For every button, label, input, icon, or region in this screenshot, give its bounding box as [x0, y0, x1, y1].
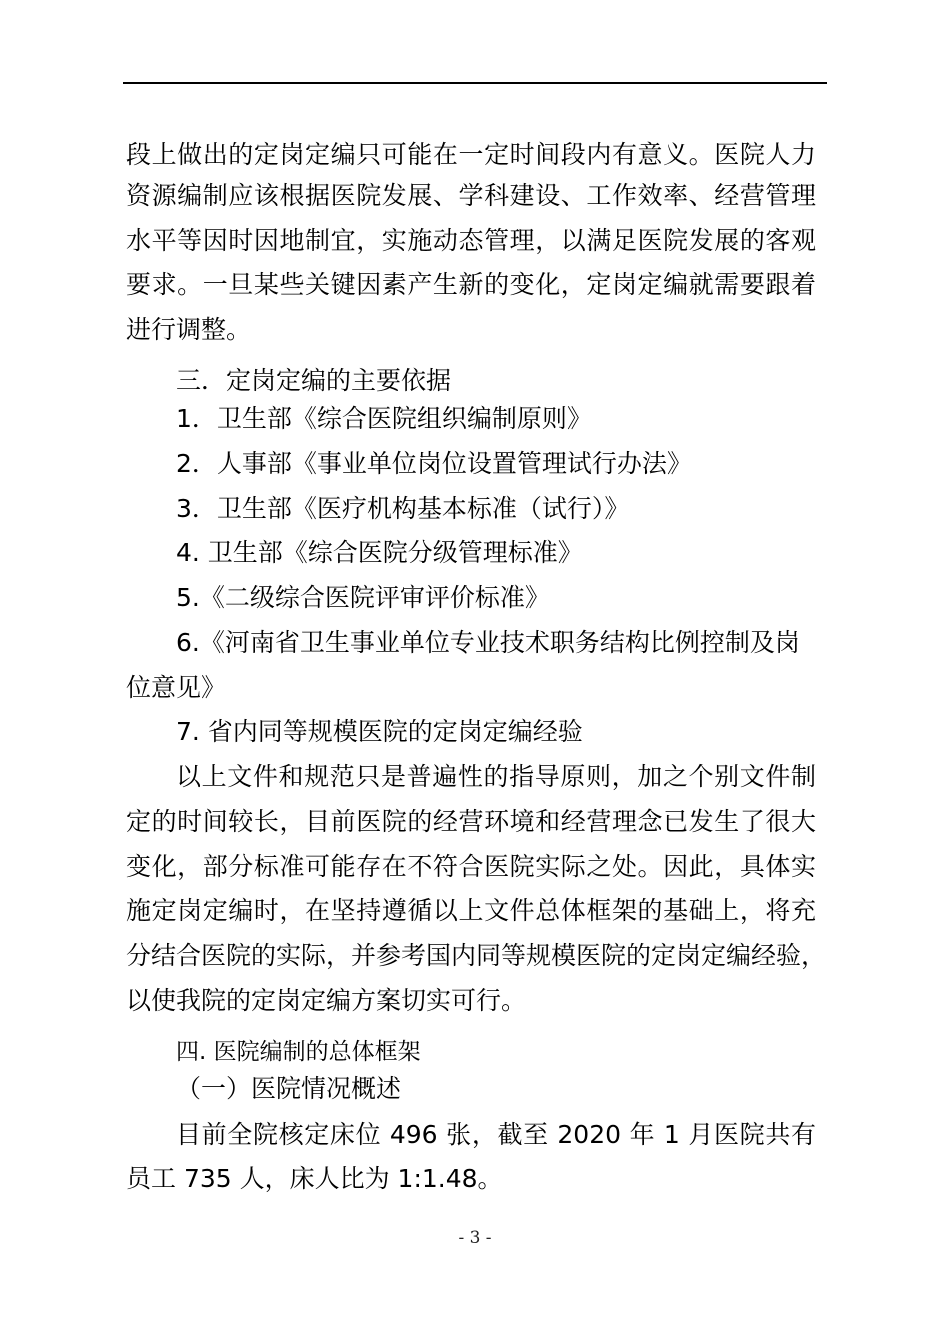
- section-heading: 四. 医院编制的总体框架: [176, 1039, 421, 1065]
- paragraph-line: 以上文件和规范只是普遍性的指导原则，加之个别文件制: [176, 762, 816, 791]
- list-item-continuation: 位意见》: [126, 673, 227, 702]
- list-item: 4. 卫生部《综合医院分级管理标准》: [176, 538, 583, 567]
- paragraph-line: 员工 735 人，床人比为 1:1.48。: [126, 1164, 503, 1193]
- paragraph-line: 变化，部分标准可能存在不符合医院实际之处。因此，具体实: [126, 852, 816, 881]
- section-heading: 三．定岗定编的主要依据: [176, 366, 452, 395]
- paragraph-line: 资源编制应该根据医院发展、学科建设、工作效率、经营管理: [126, 181, 816, 210]
- list-item: 1．卫生部《综合医院组织编制原则》: [176, 404, 592, 433]
- list-item: 6.《河南省卫生事业单位专业技术职务结构比例控制及岗: [176, 628, 800, 657]
- paragraph-line: 段上做出的定岗定编只可能在一定时间段内有意义。医院人力: [126, 140, 816, 169]
- paragraph-line: 定的时间较长，目前医院的经营环境和经营理念已发生了很大: [126, 807, 816, 836]
- page-number: - 3 -: [458, 1228, 492, 1248]
- paragraph-line: 目前全院核定床位 496 张，截至 2020 年 1 月医院共有: [176, 1120, 816, 1149]
- paragraph-line: 施定岗定编时，在坚持遵循以上文件总体框架的基础上，将充: [126, 896, 816, 925]
- paragraph-line: 要求。一旦某些关键因素产生新的变化，定岗定编就需要跟着: [126, 270, 816, 299]
- paragraph-line: 水平等因时因地制宜，实施动态管理，以满足医院发展的客观: [126, 226, 816, 255]
- list-item: 7. 省内同等规模医院的定岗定编经验: [176, 717, 583, 746]
- list-item: 2．人事部《事业单位岗位设置管理试行办法》: [176, 449, 692, 478]
- header-rule: [123, 82, 827, 84]
- paragraph-line: 分结合医院的实际，并参考国内同等规模医院的定岗定编经验，: [126, 941, 827, 970]
- paragraph-line: 以使我院的定岗定编方案切实可行。: [126, 986, 527, 1015]
- subsection-heading: （一）医院情况概述: [176, 1074, 402, 1103]
- list-item: 3．卫生部《医疗机构基本标准（试行）》: [176, 494, 630, 523]
- list-item: 5.《二级综合医院评审评价标准》: [176, 583, 550, 612]
- paragraph-line: 进行调整。: [126, 315, 252, 344]
